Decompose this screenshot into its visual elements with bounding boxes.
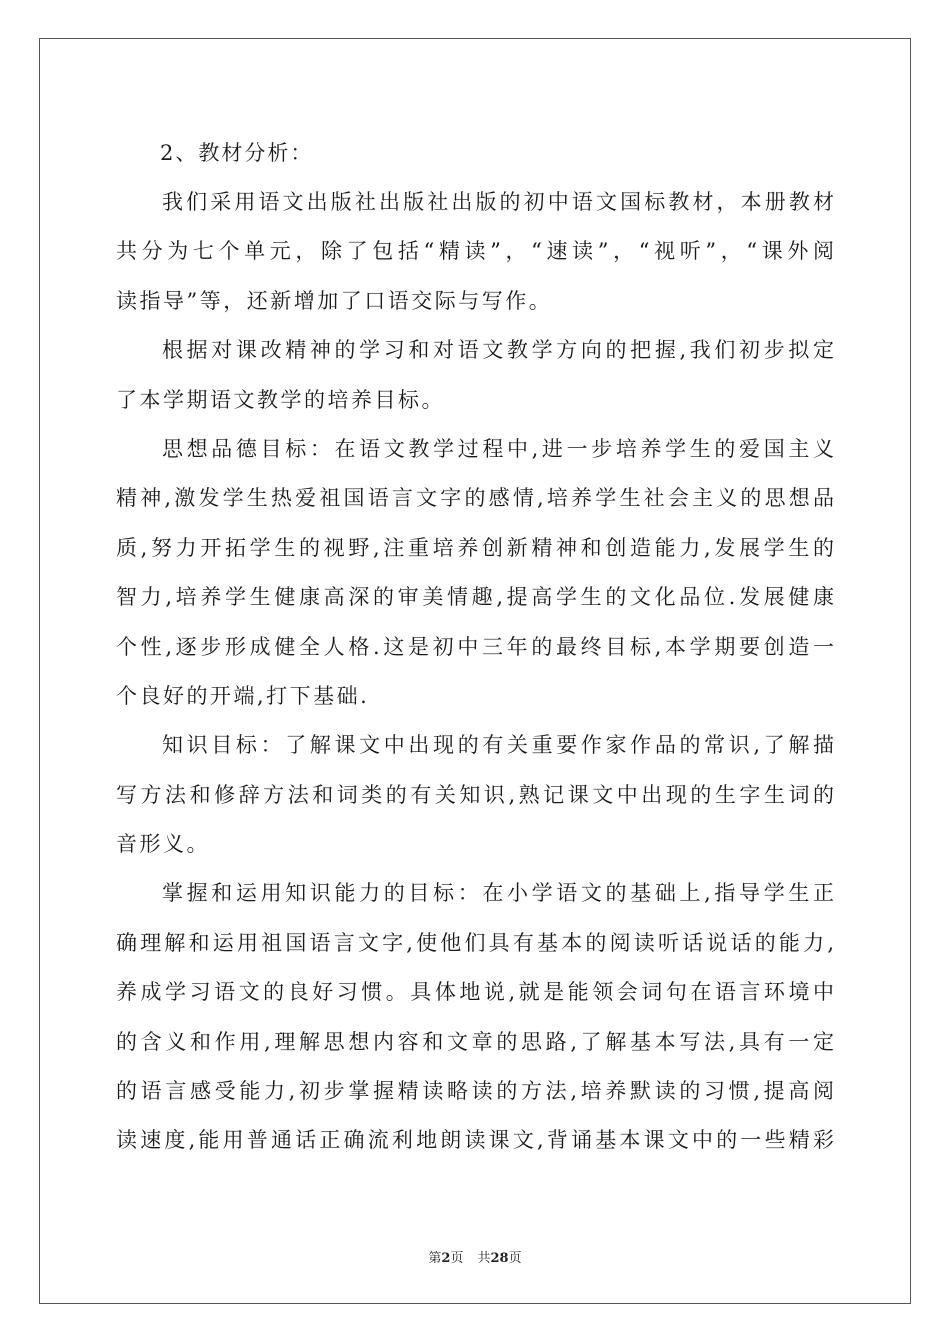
document-body [116,129,834,1166]
paragraph-3 [116,425,834,721]
paragraph-line: 养成学习语文的良好习惯。具体地说,就是能领会词句在语言环境中 [116,980,834,1005]
paragraph-line: 根据对课改精神的学习和对语文教学方向的把握,我们初步拟定 [162,338,834,363]
paragraph-line: 共分为七个单元，除了包括“精读”，“速读”，“视听”，“课外阅 [116,239,834,264]
paragraph-line: 知识目标：了解课文中出现的有关重要作家作品的常识,了解描 [162,733,834,758]
paragraph-line: 掌握和运用知识能力的目标：在小学语文的基础上,指导学生正 [162,881,834,906]
paragraph-line: 个性,逐步形成健全人格.这是初中三年的最终目标,本学期要创造一 [116,634,834,659]
footer-page-number: 2 [441,1251,451,1266]
paragraph-1 [116,178,834,326]
paragraph-line: 的含义和作用,理解思想内容和文章的思路,了解基本写法,具有一定 [116,1029,834,1054]
paragraph-4 [116,721,834,869]
paragraph-5 [116,869,834,1165]
paragraph-line: 的语言感受能力,初步掌握精读略读的方法,培养默读的习惯,提高阅 [116,1079,834,1104]
paragraph-line: 质,努力开拓学生的视野,注重培养创新精神和创造能力,发展学生的 [116,535,834,560]
paragraph-line: 个良好的开端,打下基础. [116,683,370,708]
page-footer [0,1247,950,1266]
paragraph-line: 智力,培养学生健康高深的审美情趣,提高学生的文化品位.发展健康 [116,585,834,610]
paragraph-2 [116,326,834,425]
footer-prefix: 第 [428,1251,442,1266]
paragraph-line: 音形义。 [116,832,210,857]
paragraph-line: 我们采用语文出版社出版社出版的初中语文国标教材，本册教材 [162,190,834,214]
paragraph-line: 了本学期语文教学的培养目标。 [116,387,445,412]
paragraph-line: 读速度,能用普通话正确流利地朗读课文,背诵基本课文中的一些精彩 [116,1128,834,1153]
footer-total-prefix: 共 [477,1251,491,1266]
paragraph-line: 写方法和修辞方法和词类的有关知识,熟记课文中出现的生字生词的 [116,782,834,807]
footer-total-suffix: 页 [508,1251,522,1266]
footer-page-suffix: 页 [450,1251,464,1266]
paragraph-line: 思想品德目标：在语文教学过程中,进一步培养学生的爱国主义 [162,436,834,461]
footer-total-pages: 28 [490,1251,509,1266]
paragraph-line: 读指导”等，还新增加了口语交际与写作。 [116,288,553,313]
paragraph-line: 确理解和运用祖国语言文字,使他们具有基本的阅读听话说话的能力, [116,930,834,955]
paragraph-line: 精神,激发学生热爱祖国语言文字的感情,培养学生社会主义的思想品 [116,486,834,511]
section-heading: 2、教材分析： [160,141,314,165]
